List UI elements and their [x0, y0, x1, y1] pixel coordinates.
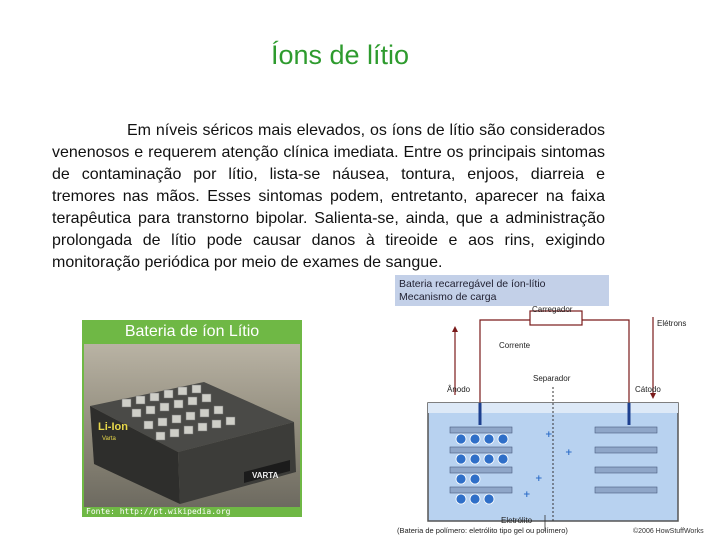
charger-label: Carregador: [532, 305, 573, 314]
diagram-drawing: [395, 275, 715, 540]
lithium-battery-diagram: [395, 275, 715, 540]
diagram-caption: (Bateria de polímero: eletrólito tipo gel ou polímero): [397, 526, 568, 535]
svg-text:+: +: [523, 490, 531, 500]
diagram-header-line2: Mecanismo de carga: [399, 290, 497, 303]
battery-sublabel: Varta: [102, 436, 116, 442]
battery-photo: [84, 344, 300, 507]
cathode-label: Cátodo: [635, 385, 661, 394]
separator-label: Separador: [533, 374, 571, 383]
electrons-label: Elétrons: [657, 319, 687, 328]
svg-text:+: +: [535, 474, 543, 484]
battery-photo-caption: Fonte: http://pt.wikipedia.org: [86, 507, 231, 516]
battery-brand: VARTA: [252, 471, 279, 480]
electrolyte-label: Eletrólito: [501, 516, 533, 525]
battery-photo-panel: [82, 320, 302, 517]
svg-text:+: +: [545, 430, 553, 440]
battery-photo-title: Bateria de íon Lítio: [124, 323, 260, 340]
svg-text:+: +: [565, 448, 573, 458]
slide-body-text: Em níveis séricos mais elevados, os íons de lítio são considerados venenosos e requerem atenção clínica imediata. Entre os principais sintomas de contaminação por lítio, lista-se náusea, tontura, enjoos, diarreia e tremores nas mãos. Esses sintomas podem, entretanto, aparecer na faixa terapêutica para transtorno bipolar. Salienta-se, ainda, que a administração prolongada de lítio pode causar danos à tireoide e aos rins, exigindo monitoração periódica por meio de exames de sangue.: [52, 122, 605, 271]
diagram-credit: ©2006 HowStuffWorks: [633, 528, 704, 535]
anode-label: Ânodo: [447, 385, 471, 394]
battery-label: Li-Ion: [98, 421, 128, 433]
diagram-header-line1: Bateria recarregável de íon-lítio: [399, 278, 546, 290]
current-label: Corrente: [499, 341, 531, 350]
slide-title: Íons de lítio: [270, 40, 410, 70]
battery-illustration: [84, 344, 300, 507]
